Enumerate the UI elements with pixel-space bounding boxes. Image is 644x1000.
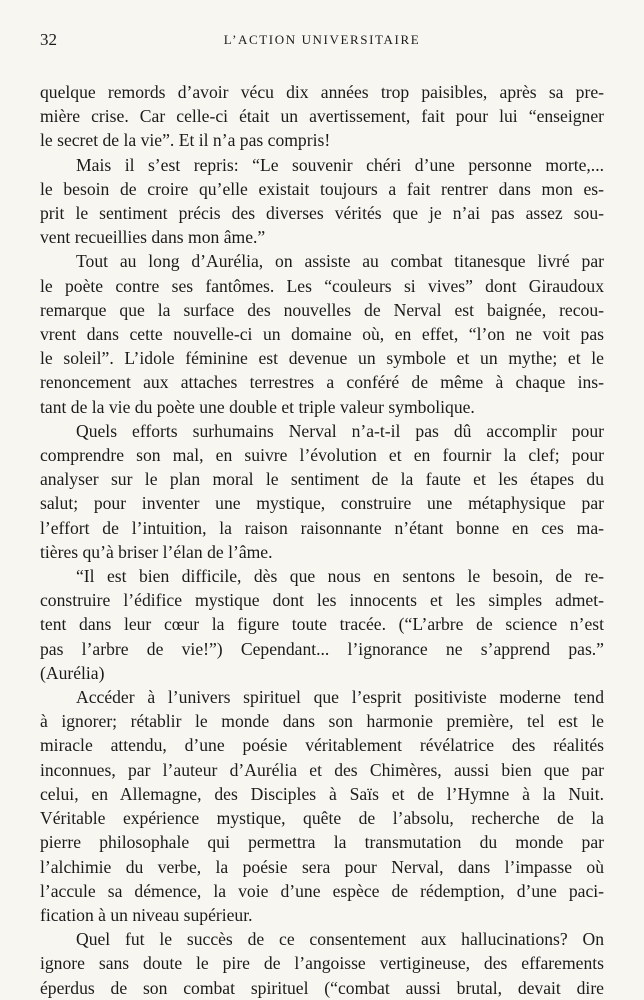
text-line: Tout au long d’Aurélia, on assiste au combat titanesque livré par [76,251,604,272]
page-header [40,30,604,56]
text-line: Accéder à l’univers spirituel que l’esprit positiviste moderne tend [76,687,604,708]
text-line: le besoin de croire qu’elle existait toujours a fait rentrer dans mon es- [40,178,604,199]
text-line: analyser sur le plan moral le sentiment de la faute et les étapes du [40,469,604,490]
text-line: comprendre son mal, en suivre l’évolution et en fournir la clef; pour [40,445,604,466]
text-line: le soleil”. L’idole féminine est devenue un symbole et un mythe; et le [40,348,604,369]
text-line: tent dans leur cœur la figure toute tracée. (“L’arbre de science n’est [40,614,604,635]
text-line: tant de la vie du poète une double et triple valeur symbolique. [40,396,475,417]
text-line: Quels efforts surhumains Nerval n’a-t-il pas dû accomplir pour [76,420,604,441]
page-number: 32 [40,30,57,49]
text-line: vent recueillies dans mon âme.” [40,227,266,248]
text-line: pas l’arbre de vie!”) Cependant... l’ignorance ne s’apprend pas.” [40,638,604,659]
text-line: à ignorer; rétablir le monde dans son harmonie première, tel est le [40,711,604,732]
text-line: ignore sans doute le pire de l’angoisse vertigineuse, des effarements [40,953,604,974]
running-title: L’ACTION UNIVERSITAIRE [223,32,421,47]
text-line: le secret de la vie”. Et il n’a pas compris! [40,130,331,151]
text-line: “Il est bien difficile, dès que nous en sentons le besoin, de re- [76,566,604,587]
text-line: salut; pour inventer une mystique, construire une métaphysique par [40,493,604,514]
text-line: celui, en Allemagne, des Disciples à Saïs et de l’Hymne à la Nuit. [40,783,604,804]
text-line: Véritable expérience mystique, quête de l’absolu, recherche de la [40,808,604,829]
text-line: l’alchimie du verbe, la poésie sera pour Nerval, dans l’impasse où [40,856,604,877]
text-line: (Aurélia) [40,662,105,683]
text-line: l’effort de l’intuition, la raison raisonnante n’étant bonne en ces ma- [40,517,604,538]
text-line: remarque que la surface des nouvelles de Nerval est baignée, recou- [40,299,604,320]
text-line: mière crise. Car celle-ci était un avertissement, fait pour lui “enseigner [40,106,604,127]
text-line: pierre philosophale qui permettra la transmutation du monde par [40,832,604,853]
text-line: le poète contre ses fantômes. Les “couleurs si vives” dont Giraudoux [40,275,604,296]
text-line: inconnues, par l’auteur d’Aurélia et des Chimères, aussi bien que par [40,759,604,780]
text-line: Quel fut le succès de ce consentement aux hallucinations? On [76,929,604,950]
text-line: Mais il s’est repris: “Le souvenir chéri d’une personne morte,... [76,154,604,175]
text-line: renoncement aux attaches terrestres a conféré de même à chaque ins- [40,372,604,393]
text-line: vrent dans cette nouvelle-ci un domaine où, en effet, “l’on ne voit pas [40,324,604,345]
text-line: miracle attendu, d’une poésie véritablement révélatrice des réalités [40,735,604,756]
body-text [40,80,604,1000]
text-line: l’accule sa démence, la voie d’une espèce de rédemption, d’une paci- [40,880,604,901]
text-line: fication à un niveau supérieur. [40,904,253,925]
text-line: tières qu’à briser l’élan de l’âme. [40,541,273,562]
text-line: prit le sentiment précis des diverses vérités que je n’ai pas assez sou- [40,203,604,224]
text-line: éperdus de son combat spirituel (“combat aussi brutal, devait dire [40,977,604,998]
text-line: construire l’édifice mystique dont les innocents et les simples admet- [40,590,604,611]
text-line: quelque remords d’avoir vécu dix années trop paisibles, après sa pre- [40,82,604,102]
